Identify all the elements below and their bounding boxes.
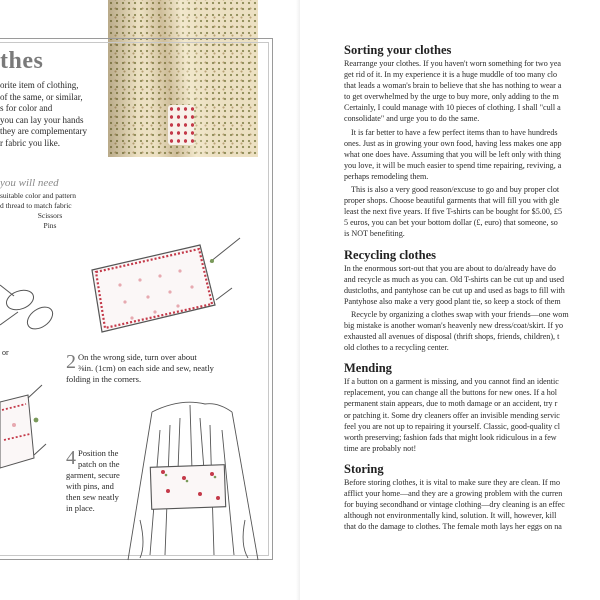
paragraph: Before storing clothes, it is vital to make sure they are clean. If mo afflict your home—and they are a growing problem with the curren for buying secondhand or vintage clothing—dry cleaning is an effec although not environmentally kind, solution. It will, however, kill that do the damage to clothes. The female moth lays her eggs on na [344,477,565,532]
article-column [344,42,600,532]
paragraph: Recycle by organizing a clothes swap with your friends—one wom big mistake is another woman's heavenly new dress/coat/skirt. If yo exhausted all avenues of disposal (thrift shops, friends, children), t old clothes to a recycling center. [344,309,569,353]
heading-sorting: Sorting your clothes [344,43,452,57]
fabric-square-icon [92,238,240,332]
paragraph: It is far better to have a few perfect items than to have hundreds ones. Just as in growing your own food, having less makes one app what one does have. Assuming that you will be left only with thing you love, it will be much easier to spend time repairing, reviving, a perhaps remodeling them. [344,127,562,181]
intro-text: orite item of clothing, of the same, or similar, s for color and you can lay your hands they are complementary r fabric you like. [0,80,87,148]
paragraph: This is also a very good reason/excuse to go and buy proper clot proper shops. Choose beautiful garments that will fill you with gle least the next five years. If five T-shirts can be bought for $5.00, £5 5 euros, you can bet your bottom dollar (£, euro) that someone, so is NOT benefiting. [344,185,563,239]
right-page [300,0,600,600]
step-2: 2 On the wrong side, turn over about ⅜in. (1cm) on each side and sew, neatly folding in the corners. [66,351,214,384]
heading-mending: Mending [344,361,392,376]
paragraph: If a button on a garment is missing, and you cannot find an identic replacement, you can change all the buttons for new ones. If a hol permanent stain appears, due to moth damage or an accident, try r or patching it. Some dry cleaners offer an invisible mending servic feel you are not up to repairing it yourself. Classic, good-quality cl worth preserving; fashion fads that might look ridiculous in a few time are probably not! [344,377,561,453]
fragment-or: or [2,348,9,357]
paragraph: In the enormous sort-out that you are about to do/already have do and recycle as much as you can. Old T-shirts can be cut up and used dustcloths, and pantyhose can be cut up and used as bags to fill with Pantyhose also make a very good plant tie, so keep a stock of them [344,263,565,306]
need-heading: you will need [0,177,59,189]
need-list: suitable color and pattern d thread to match fabric Scissors Pins [0,191,77,230]
heading-storing: Storing [344,461,384,476]
scissors-icon [0,285,57,333]
step-4: 4 Position the patch on the garment, secure with pins, and then sew neatly in place. [66,447,120,513]
heading-recycling: Recycling clothes [344,247,436,262]
fabric-piece-icon [0,385,46,468]
page-title: thes [0,48,44,74]
paragraph: Rearrange your clothes. If you haven't worn something for two yea get rid of it. In my experience it is a huge muddle of too many clo that leads a woman's brain to believe that she has nothing to wear a to get overwhelmed by the urge to buy more, only adding to the m Certainly, I could manage with 10 pieces of clothing. I shall "cull a consolidate" and urge you to do the same. [344,59,562,124]
blouse-sketch-icon [128,402,258,560]
